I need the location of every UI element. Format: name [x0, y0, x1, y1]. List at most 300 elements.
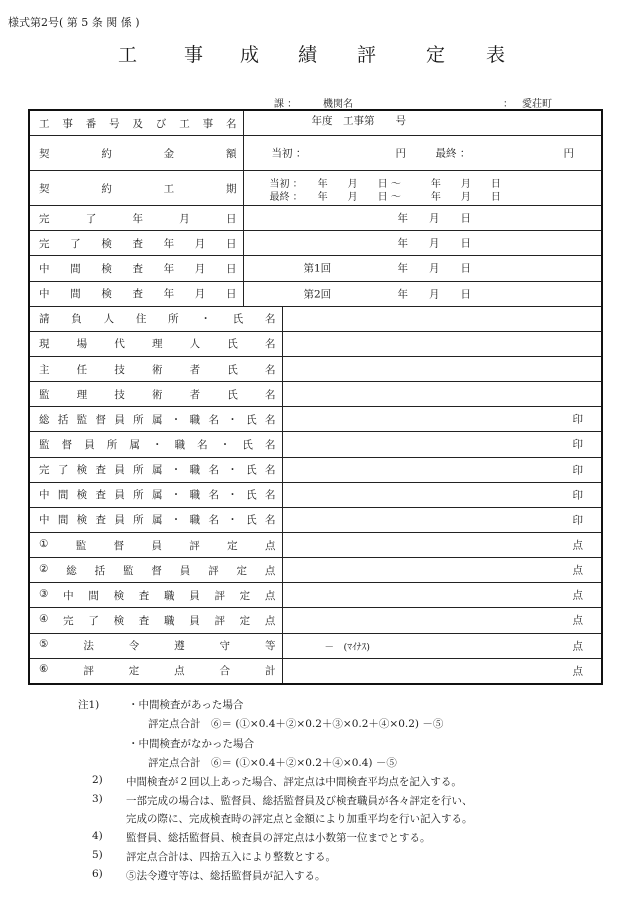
row-completion-date	[29, 206, 602, 231]
cell-text: 最終 ：	[435, 147, 471, 160]
input-cell[interactable]	[282, 432, 602, 457]
label-char: 及	[132, 117, 143, 130]
label-char: 総	[66, 564, 77, 577]
label-char: 人	[189, 338, 201, 351]
row-interim-inspection-2	[29, 281, 602, 306]
label-char: 理	[151, 338, 163, 351]
label-char: 間	[57, 514, 69, 527]
label-char: 約	[101, 182, 112, 195]
row-project	[29, 110, 602, 136]
row-label	[30, 588, 282, 603]
label-char: 検	[101, 262, 112, 275]
label-char: 総	[39, 413, 50, 426]
label-char: 技	[114, 388, 125, 401]
label-char: 氏	[227, 338, 238, 351]
label-char: 了	[85, 212, 97, 225]
label-char: 契	[39, 182, 50, 195]
input-cell[interactable]	[243, 256, 602, 281]
label-char: 事	[62, 117, 73, 130]
label-char: 月	[179, 212, 190, 225]
note-line: ・中間検査があった場合	[128, 699, 244, 711]
note-line: 中間検査が２回以上あった場合、評定点は中間検査平均点を記入する。	[126, 776, 462, 788]
label-char: ①	[39, 537, 49, 550]
row-label	[30, 462, 282, 477]
cell-text: 円	[395, 147, 406, 160]
note-line: 評定点合計 ⑥＝ (①×0.4＋②×0.2＋③×0.2＋④×0.2) －⑤	[148, 718, 444, 730]
cell-text: 最終 ： 年 月 日 ～ 年 月 日	[269, 192, 501, 204]
row-score-1	[29, 532, 602, 557]
row-label	[30, 146, 243, 161]
points-unit: 点	[572, 589, 583, 602]
label-char: 検	[101, 288, 112, 301]
label-char: 名	[264, 464, 276, 477]
label-char: 属	[151, 464, 163, 477]
label-char: 職	[189, 514, 201, 527]
note-line: 6)	[92, 868, 103, 880]
label-char: 検	[76, 489, 88, 502]
row-label	[30, 387, 282, 402]
label-char: 完	[39, 237, 50, 250]
label-char: 月	[194, 237, 206, 250]
label-char: 検	[113, 614, 125, 627]
label-char: 点	[264, 589, 276, 602]
cell-text: 年度 工事第 号	[311, 115, 406, 127]
input-cell[interactable]	[243, 231, 602, 256]
input-cell[interactable]	[282, 558, 602, 583]
points-unit: 点	[572, 665, 583, 678]
label-char: 名	[208, 413, 219, 426]
label-char: 点	[264, 564, 276, 577]
input-cell[interactable]	[282, 633, 602, 658]
label-char: 間	[88, 589, 99, 602]
label-char: 員	[189, 614, 200, 627]
row-score-2	[29, 558, 602, 583]
label-char: 定	[227, 539, 238, 552]
label-char: 職	[189, 413, 201, 426]
label-char: 名	[197, 438, 208, 451]
label-char: 定	[239, 589, 251, 602]
label-char: 完	[63, 614, 74, 627]
cell-text: 第1回	[303, 262, 332, 275]
label-char: 了	[88, 614, 99, 627]
label-char: 名	[264, 489, 276, 502]
label-char: 監	[75, 539, 87, 552]
label-char: ③	[39, 587, 49, 600]
cell-text: 円	[563, 147, 574, 160]
label-char: 中	[39, 262, 50, 275]
label-char: 検	[76, 464, 88, 477]
input-cell[interactable]	[282, 306, 602, 331]
input-cell[interactable]	[282, 331, 602, 356]
agency-label: 機関名	[323, 99, 353, 110]
note-line: ・中間検査がなかった場合	[128, 738, 254, 750]
label-char: 中	[63, 589, 74, 602]
label-char: ④	[39, 612, 49, 625]
note-line: 完成の際に、完成検査時の評定点と金額により加重平均を行い記入する。	[126, 813, 473, 825]
row-score-5	[29, 633, 602, 658]
label-char: 点	[264, 539, 276, 552]
label-char: 査	[132, 262, 143, 275]
row-label	[30, 311, 282, 326]
label-char: 術	[151, 388, 163, 401]
label-char: 氏	[232, 313, 244, 326]
points-unit: 点	[572, 539, 583, 552]
note-line: 3)	[92, 793, 103, 805]
label-char: 職	[164, 589, 175, 602]
row-contractor	[29, 306, 602, 331]
row-score-total	[29, 658, 602, 684]
label-char: 日	[225, 262, 237, 275]
label-char: 年	[163, 262, 175, 275]
label-char: 名	[208, 514, 219, 527]
label-char: 所	[133, 464, 144, 477]
label-char: 理	[76, 388, 88, 401]
row-label	[30, 663, 282, 678]
input-cell[interactable]	[282, 356, 602, 381]
agency-colon: ：	[503, 99, 513, 110]
label-char: 属	[151, 413, 163, 426]
title-char: 事	[184, 44, 204, 66]
dept-label: 課 ：	[274, 99, 298, 110]
label-char: 月	[194, 288, 206, 301]
label-char: 員	[114, 514, 125, 527]
label-char: 名	[264, 413, 276, 426]
label-char: ・	[227, 489, 238, 502]
label-char: 員	[114, 464, 125, 477]
row-site-agent	[29, 331, 602, 356]
label-char: ⑤	[39, 638, 49, 651]
label-char: 査	[95, 464, 106, 477]
label-char: 間	[70, 288, 81, 301]
cell-text: 当初 ：	[271, 147, 307, 160]
label-char: 者	[189, 363, 201, 376]
label-char: 検	[101, 237, 112, 250]
label-char: 日	[225, 288, 237, 301]
label-char: ・	[151, 438, 163, 451]
points-unit: 点	[572, 564, 583, 577]
agency-name: 愛荘町	[522, 99, 552, 110]
label-char: 技	[114, 363, 125, 376]
label-char: 氏	[242, 438, 253, 451]
label-char: ・	[200, 313, 211, 326]
label-char: 完	[39, 464, 50, 477]
cell-text: 年 月 日	[397, 237, 471, 250]
label-char: 名	[264, 338, 276, 351]
label-char: 氏	[246, 413, 257, 426]
label-char: 定	[236, 564, 248, 577]
label-char: 工	[163, 182, 175, 195]
label-char: 期	[225, 182, 237, 195]
label-char: 金	[163, 147, 175, 160]
label-char: 査	[95, 514, 106, 527]
label-char: ・	[227, 514, 238, 527]
label-char: 査	[138, 614, 150, 627]
row-general-supervisor	[29, 407, 602, 432]
row-label	[30, 181, 243, 196]
label-char: 名	[264, 438, 276, 451]
label-char: ・	[227, 464, 238, 477]
input-cell[interactable]	[243, 136, 602, 171]
cell-text: 年 月 日	[397, 212, 471, 225]
label-char: 契	[39, 147, 50, 160]
label-char: 括	[57, 413, 69, 426]
label-char: 氏	[227, 388, 238, 401]
input-cell[interactable]	[282, 382, 602, 407]
label-char: ・	[170, 464, 182, 477]
label-char: 督	[113, 539, 125, 552]
label-char: 員	[151, 539, 162, 552]
row-contract-period	[29, 171, 602, 206]
label-char: び	[155, 117, 167, 130]
label-char: 負	[71, 313, 82, 326]
row-score-3	[29, 583, 602, 608]
label-char: 号	[109, 117, 120, 130]
label-char: ・	[227, 413, 238, 426]
label-char: 監	[39, 388, 50, 401]
points-unit: 点	[572, 640, 583, 653]
input-cell[interactable]	[282, 583, 602, 608]
row-label	[30, 412, 282, 427]
input-cell[interactable]	[282, 507, 602, 532]
label-char: 名	[264, 388, 276, 401]
row-label	[30, 613, 282, 628]
row-label	[30, 336, 282, 351]
page-title	[0, 40, 630, 66]
label-char: 点	[174, 665, 185, 678]
row-interim-inspection-1	[29, 256, 602, 281]
label-char: 所	[168, 313, 179, 326]
label-char: 現	[39, 338, 50, 351]
row-label	[30, 538, 282, 553]
row-label	[30, 286, 243, 301]
label-char: 人	[103, 313, 115, 326]
input-cell[interactable]	[282, 457, 602, 482]
label-char: 氏	[246, 514, 257, 527]
label-char: 氏	[227, 363, 238, 376]
label-char: 氏	[246, 489, 257, 502]
label-char: 請	[39, 313, 50, 326]
row-label	[30, 116, 243, 131]
note-line: 注1)	[78, 699, 100, 711]
cell-text: 年 月 日	[397, 288, 471, 301]
label-char: 名	[208, 464, 219, 477]
input-cell[interactable]	[243, 281, 602, 306]
evaluation-table	[28, 109, 603, 685]
input-cell[interactable]	[282, 608, 602, 633]
label-char: 所	[133, 489, 144, 502]
row-label	[30, 487, 282, 502]
label-char: 員	[84, 438, 95, 451]
label-char: 間	[70, 262, 81, 275]
seal-mark: 印	[572, 438, 583, 451]
label-char: 括	[94, 564, 106, 577]
label-char: 遵	[174, 640, 185, 653]
row-supervisor	[29, 432, 602, 457]
label-char: 員	[189, 589, 200, 602]
label-char: 督	[151, 564, 162, 577]
label-char: 評	[189, 539, 200, 552]
row-completion-inspector	[29, 457, 602, 482]
label-char: 所	[133, 514, 144, 527]
label-char: 事	[202, 117, 214, 130]
label-char: 守	[219, 640, 231, 653]
label-char: ・	[170, 413, 182, 426]
title-char: 評	[357, 44, 377, 66]
label-char: 検	[113, 589, 125, 602]
label-char: 点	[264, 614, 276, 627]
label-char: 定	[128, 665, 140, 678]
label-char: 名	[264, 363, 276, 376]
points-unit: 点	[572, 614, 583, 627]
label-char: 間	[57, 489, 69, 502]
title-char: 定	[426, 44, 446, 66]
row-completion-inspection	[29, 231, 602, 256]
label-char: 代	[114, 338, 125, 351]
label-char: 属	[151, 489, 163, 502]
minus-note: － (ﾏｲﾅｽ)	[324, 641, 370, 653]
form-number: 様式第2号( 第 5 条 関 係 )	[8, 16, 140, 29]
label-char: 所	[133, 413, 144, 426]
label-char: 法	[83, 640, 94, 653]
input-cell[interactable]	[282, 407, 602, 432]
row-label	[30, 261, 243, 276]
label-char: 氏	[246, 464, 257, 477]
input-cell[interactable]	[282, 532, 602, 557]
label-char: 職	[174, 438, 186, 451]
row-label	[30, 211, 243, 226]
note-line: 5)	[92, 849, 103, 861]
title-char: 工	[118, 44, 138, 66]
label-char: 名	[226, 117, 237, 130]
label-char: 員	[179, 564, 191, 577]
label-char: 番	[85, 117, 97, 130]
label-char: 定	[239, 614, 251, 627]
note-line: ⑤法令遵守等は、総括監督員が記入する。	[126, 870, 326, 882]
row-label	[30, 437, 282, 452]
input-cell[interactable]	[243, 206, 602, 231]
label-char: 評	[214, 589, 225, 602]
label-char: 督	[61, 438, 73, 451]
cell-text: 第2回	[303, 288, 332, 301]
label-char: 員	[114, 413, 125, 426]
label-char: 了	[70, 237, 81, 250]
label-char: 完	[39, 212, 50, 225]
label-char: 中	[39, 288, 50, 301]
label-char: 職	[189, 464, 201, 477]
label-char: 査	[138, 589, 150, 602]
input-cell[interactable]	[282, 658, 602, 684]
label-char: 監	[76, 413, 88, 426]
seal-mark: 印	[572, 489, 583, 502]
row-chief-engineer	[29, 356, 602, 381]
label-char: 年	[163, 288, 175, 301]
label-char: 場	[76, 338, 88, 351]
label-char: 検	[76, 514, 88, 527]
label-char: 査	[95, 489, 106, 502]
label-char: 者	[189, 388, 201, 401]
label-char: 額	[225, 147, 237, 160]
label-char: 了	[57, 464, 69, 477]
input-cell[interactable]	[243, 110, 602, 136]
label-char: 名	[208, 489, 219, 502]
seal-mark: 印	[572, 464, 583, 477]
label-char: 員	[114, 489, 125, 502]
label-char: 査	[132, 288, 143, 301]
seal-mark: 印	[572, 413, 583, 426]
label-char: 監	[123, 564, 134, 577]
label-char: 令	[128, 640, 140, 653]
cell-text: 当初 ： 年 月 日 ～ 年 月 日	[269, 179, 501, 191]
label-char: ・	[170, 489, 182, 502]
row-score-4	[29, 608, 602, 633]
title-char: 成	[240, 44, 260, 66]
note-line: 4)	[92, 830, 103, 842]
label-char: 査	[132, 237, 143, 250]
note-line: 一部完成の場合は、監督員、総括監督員及び検査職員が各々評定を行い、	[126, 795, 473, 807]
label-char: 督	[95, 413, 106, 426]
label-char: 属	[151, 514, 163, 527]
input-cell[interactable]	[282, 482, 602, 507]
label-char: ⑥	[39, 663, 49, 676]
title-char: 表	[486, 44, 506, 66]
label-char: 工	[39, 117, 50, 130]
label-char: 職	[164, 614, 175, 627]
seal-mark: 印	[572, 514, 583, 527]
label-char: 中	[39, 489, 50, 502]
row-interim-inspector-1	[29, 482, 602, 507]
label-char: 術	[151, 363, 163, 376]
label-char: ・	[219, 438, 231, 451]
label-char: 中	[39, 514, 50, 527]
cell-text: 年 月 日	[397, 262, 471, 275]
label-char: 評	[83, 665, 94, 678]
row-interim-inspector-2	[29, 507, 602, 532]
label-char: 名	[264, 313, 276, 326]
row-label	[30, 638, 282, 653]
label-char: 評	[208, 564, 219, 577]
label-char: 属	[129, 438, 140, 451]
label-char: 任	[76, 363, 88, 376]
label-char: 主	[39, 363, 50, 376]
row-label	[30, 236, 243, 251]
row-label	[30, 512, 282, 527]
label-char: 年	[163, 237, 175, 250]
label-char: 日	[226, 212, 237, 225]
label-char: 監	[39, 438, 50, 451]
label-char: 等	[264, 640, 276, 653]
row-label	[30, 563, 282, 578]
input-cell[interactable]	[243, 171, 602, 206]
row-label	[30, 362, 282, 377]
note-line: 評定点合計 ⑥＝ (①×0.4＋②×0.2＋④×0.4) －⑤	[148, 757, 397, 769]
label-char: ②	[39, 562, 49, 575]
note-line: 評定点合計は、四捨五入により整数とする。	[126, 851, 336, 863]
label-char: 住	[135, 313, 147, 326]
label-char: 月	[194, 262, 206, 275]
label-char: 日	[225, 237, 237, 250]
label-char: ・	[170, 514, 182, 527]
label-char: 名	[264, 514, 276, 527]
note-line: 監督員、総括監督員、検査員の評定点は小数第一位までとする。	[126, 832, 431, 844]
label-char: 年	[132, 212, 143, 225]
title-char: 績	[298, 44, 318, 66]
row-contract-amount	[29, 136, 602, 171]
label-char: 合	[219, 665, 231, 678]
label-char: 評	[214, 614, 225, 627]
label-char: 工	[179, 117, 190, 130]
label-char: 約	[101, 147, 112, 160]
label-char: 所	[106, 438, 118, 451]
